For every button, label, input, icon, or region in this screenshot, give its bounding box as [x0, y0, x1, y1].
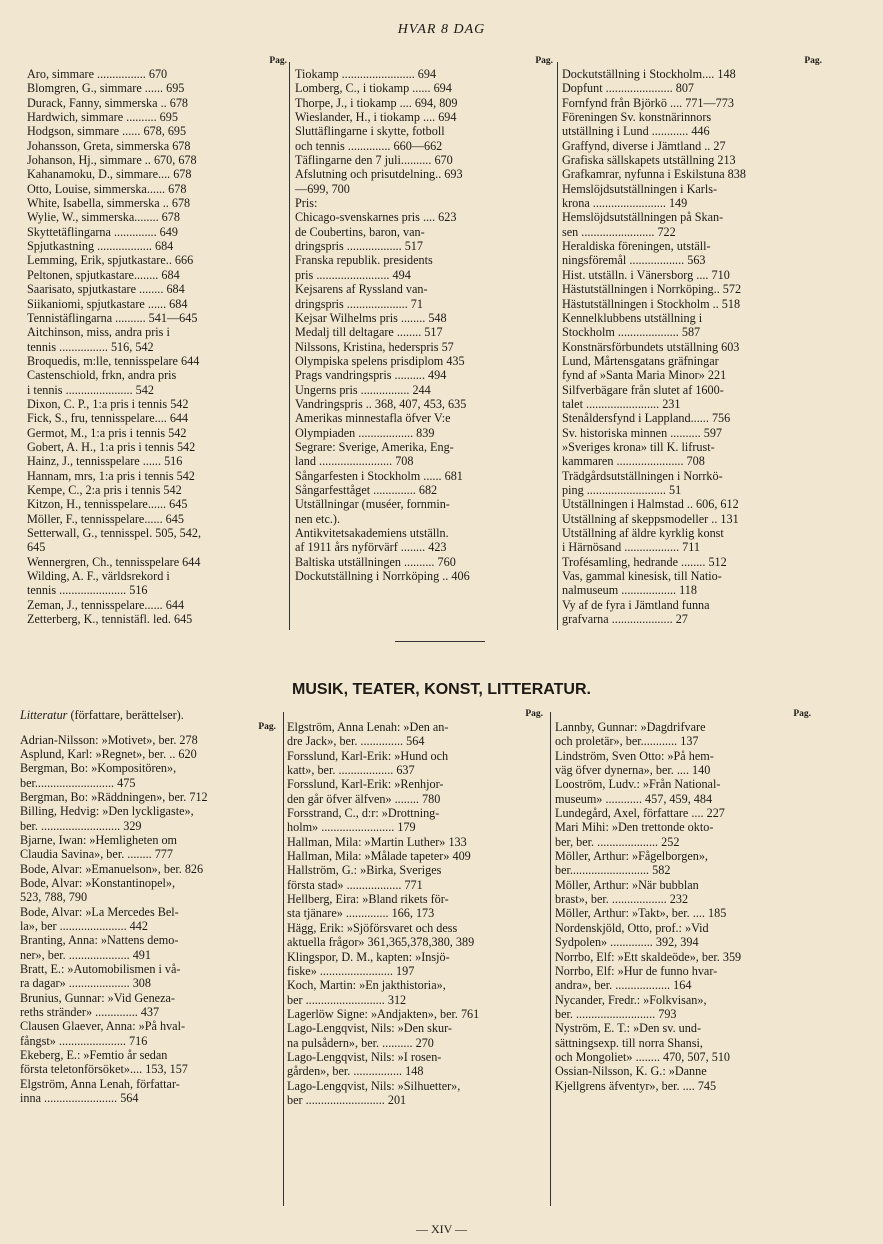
index-entry: Pris: [295, 196, 318, 211]
section-divider [395, 641, 485, 642]
column-divider [289, 62, 290, 630]
index-entry: ra dagar» .................... 308 [20, 976, 151, 991]
index-entry: kammaren ...................... 708 [562, 454, 705, 469]
index-entry: Zetterberg, K., tennistäfl. led. 645 [27, 612, 193, 627]
index-entry: Olympiaden .................. 839 [295, 425, 435, 440]
index-entry: Vandringspris .. 368, 407, 453, 635 [295, 396, 467, 411]
index-entry: Trofésamling, hedrande ........ 512 [562, 554, 727, 569]
index-entry: Bergman, Bo: »Räddningen», ber. 712 [20, 789, 208, 804]
index-entry: Billing, Hedvig: »Den lyckligaste», [20, 804, 194, 819]
index-entry: Lomberg, C., i tiokamp ...... 694 [295, 81, 452, 96]
index-entry: Trädgårdsutställningen i Norrkö- [562, 468, 723, 483]
index-entry: Durack, Fanny, simmerska .. 678 [27, 95, 189, 110]
index-entry: sättningsexp. till norra Shansi, [555, 1035, 703, 1050]
index-entry: ber, ber. .................... 252 [555, 834, 680, 849]
index-entry: Sångarfesttåget .............. 682 [295, 482, 438, 497]
index-entry: Sydpolen» .............. 392, 394 [555, 935, 699, 950]
index-entry: Broquedis, m:lle, tennisspelare 644 [27, 353, 200, 368]
index-entry: ber.......................... 475 [20, 775, 136, 790]
index-entry: Ungerns pris ................ 244 [295, 382, 431, 397]
index-entry: Hästutställningen i Norrköping.. 572 [562, 282, 742, 297]
index-entry: Möller, Arthur: »När bubblan [555, 877, 699, 892]
index-entry: Wieslander, H., i tiokamp .... 694 [295, 110, 457, 125]
index-entry: Koch, Martin: »En jakthistoria», [287, 978, 446, 993]
index-entry: Antikvitetsakademiens utställn. [295, 526, 449, 540]
index-entry: Bjarne, Iwan: »Hemligheten om [20, 832, 178, 847]
index-entry: Zeman, J., tennisspelare...... 644 [27, 597, 185, 612]
index-entry: Lagerlöw Signe: »Andjakten», ber. 761 [287, 1006, 480, 1021]
index-entry: ningsföremål .................. 563 [562, 253, 706, 268]
index-entry: Dixon, C. P., 1:a pris i tennis 542 [27, 396, 189, 411]
index-entry: na pulsådern», ber. .......... 270 [287, 1035, 434, 1050]
index-entry: White, Isabella, simmerska .. 678 [27, 196, 191, 211]
entry-list [20, 733, 278, 1106]
index-entry: Siikaniomi, spjutkastare ...... 684 [27, 296, 188, 311]
index-entry: Elgström, Anna Lenah: »Den an- [287, 720, 449, 734]
index-entry: Wylie, W., simmerska........ 678 [27, 210, 180, 225]
index-entry: Fick, S., fru, tennisspelare.... 644 [27, 411, 189, 426]
index-entry: Hemslöjdsutställningen i Karls- [562, 181, 718, 196]
column-divider [283, 712, 284, 1206]
index-entry: Bode, Alvar: »La Mercedes Bel- [20, 904, 179, 919]
index-entry: Saarisato, spjutkastare ........ 684 [27, 282, 185, 297]
index-entry: Brunius, Gunnar: »Vid Geneza- [20, 990, 175, 1005]
index-entry: Baltiska utställningen .......... 760 [295, 554, 456, 569]
index-entry: andra», ber. .................. 164 [555, 978, 692, 993]
index-entry: Bode, Alvar: »Konstantinopel», [20, 875, 176, 890]
index-entry: Bergman, Bo: »Kompositören», [20, 761, 177, 776]
index-entry: första stad» .................. 771 [287, 877, 423, 892]
index-entry: Elgström, Anna Lenah, författar- [20, 1076, 180, 1091]
index-entry: Sluttäflingarne i skytte, fotboll [295, 124, 445, 139]
index-entry: Lago-Lengqvist, Nils: »I rosen- [287, 1049, 442, 1064]
index-entry: Lundegård, Axel, författare .... 227 [555, 806, 725, 821]
page-number: — XIV — [415, 1222, 468, 1236]
index-entry: Hardwich, simmare .......... 695 [27, 110, 178, 125]
index-entry: Gobert, A. H., 1:a pris i tennis 542 [27, 439, 196, 454]
index-entry: Hist. utställn. i Vänersborg .... 710 [562, 267, 730, 282]
index-entry: dringspris .................. 517 [295, 239, 423, 254]
index-entry: ner», ber. .................... 491 [20, 947, 151, 962]
index-entry: gården», ber. ................ 148 [287, 1064, 424, 1079]
index-entry: och proletär», ber............ 137 [555, 734, 699, 749]
index-entry: museum» ............ 457, 459, 484 [555, 791, 713, 806]
index-entry: de Coubertins, baron, van- [295, 224, 425, 239]
index-entry: första teletonförsöket».... 153, 157 [20, 1062, 188, 1077]
index-entry: Konstnärsförbundets utställning 603 [562, 339, 740, 354]
index-entry: den går öfver älfven» ........ 780 [287, 791, 441, 806]
index-entry: Ekeberg, E.: »Femtio år sedan [20, 1048, 168, 1063]
pag-label: Pag. [793, 709, 811, 719]
pag-label: Pag. [258, 721, 276, 732]
index-entry: i Härnösand .................. 711 [562, 540, 700, 555]
index-entry: Dopfunt ...................... 807 [562, 81, 695, 96]
index-entry: Lemming, Erik, spjutkastare.. 666 [27, 253, 194, 268]
index-entry: fångst» ...................... 716 [20, 1033, 148, 1048]
index-entry: Lindström, Sven Otto: »På hem- [555, 748, 714, 763]
index-entry: väg öfver dynerna», ber. .... 140 [555, 763, 711, 778]
index-entry: ber. .......................... 793 [555, 1006, 677, 1021]
index-entry: Klingspor, D. M., kapten: »Insjö- [287, 949, 450, 964]
index-entry: Heraldiska föreningen, utställ- [562, 239, 711, 254]
index-entry: tennis ................ 516, 542 [27, 339, 154, 354]
index-entry: Vas, gammal kinesisk, till Natio- [562, 569, 722, 584]
entry-list [555, 720, 813, 1093]
index-entry: i tennis ...................... 542 [27, 382, 154, 397]
index-entry: dringspris .................... 71 [295, 296, 423, 311]
index-entry: Castenschiold, frkn, andra pris [27, 368, 177, 383]
index-entry: Kennelklubbens utställning i [562, 310, 703, 325]
index-entry: Ossian-Nilsson, K. G.: »Danne [555, 1064, 707, 1079]
index-entry: Segrare: Sverige, Amerika, Eng- [295, 439, 454, 454]
index-entry: Hemslöjdsutställningen på Skan- [562, 210, 724, 225]
index-entry: Peltonen, spjutkastare........ 684 [27, 267, 180, 282]
index-entry: Otto, Louise, simmerska...... 678 [27, 181, 187, 196]
index-entry: Silfverbägare från slutet af 1600- [562, 382, 724, 397]
index-entry: Kahanamoku, D., simmare.... 678 [27, 167, 192, 182]
index-entry: »Sveriges krona» till K. lifrust- [562, 439, 715, 454]
index-entry: Nilssons, Kristina, hederspris 57 [295, 339, 454, 354]
index-entry: sen ........................ 722 [562, 224, 676, 239]
index-entry: Vy af de fyra i Jämtland funna [562, 597, 710, 612]
index-entry: tennis ...................... 516 [27, 583, 148, 598]
index-entry: Föreningen Sv. konstnärinnors [562, 110, 712, 125]
index-entry: Setterwall, G., tennisspel. 505, 542, [27, 526, 201, 540]
index-entry: Forsslund, Karl-Erik: »Renhjor- [287, 777, 444, 792]
index-entry: land ........................ 708 [295, 454, 414, 469]
entry-list [287, 720, 545, 1107]
index-entry: Afslutning och prisutdelning.. 693 [295, 167, 463, 182]
index-entry: Aitchinson, miss, andra pris i [27, 325, 170, 340]
index-entry: Hodgson, simmare ...... 678, 695 [27, 124, 187, 139]
index-entry: och Mongoliet» ........ 470, 507, 510 [555, 1049, 731, 1064]
index-entry: Utställning af skeppsmodeller .. 131 [562, 511, 739, 526]
index-entry: Hägg, Erik: »Sjöförsvaret och dess [287, 920, 458, 935]
index-entry: Kempe, C., 2:a pris i tennis 542 [27, 482, 182, 497]
entry-list [27, 67, 289, 626]
index-entry: och tennis .............. 660—662 [295, 138, 443, 153]
index-entry: krona ........................ 149 [562, 196, 688, 211]
top-column-1 [27, 55, 289, 626]
literature-heading-rest: (författare, berättelser). [70, 708, 184, 722]
index-entry: Olympiska spelens prisdiplom 435 [295, 353, 465, 368]
index-entry: Forsstrand, C., d:r: »Drottning- [287, 806, 440, 821]
index-entry: Nyström, E. T.: »Den sv. und- [555, 1021, 702, 1036]
index-entry: Looström, Ludv.: »Från National- [555, 777, 721, 792]
page-header: HVAR 8 DAG [397, 22, 486, 37]
index-entry: Utställning af äldre kyrklig konst [562, 526, 724, 540]
pag-label: Pag. [804, 56, 822, 66]
bottom-column-3 [555, 708, 813, 1093]
index-entry: Stockholm .................... 587 [562, 325, 701, 340]
index-entry: Tiokamp ........................ 694 [295, 67, 437, 81]
index-entry: Germot, M., 1:a pris i tennis 542 [27, 425, 187, 440]
index-entry: sta tjänare» .............. 166, 173 [287, 906, 435, 921]
index-entry: Grafiska sällskapets utställning 213 [562, 153, 736, 168]
entry-list [295, 67, 555, 583]
index-entry: Kitzon, H., tennisspelare...... 645 [27, 497, 188, 512]
index-entry: Hallman, Mila: »Martin Luther» 133 [287, 834, 467, 849]
index-entry: grafvarna .................... 27 [562, 612, 688, 627]
index-entry: Hannam, mrs, 1:a pris i tennis 542 [27, 468, 195, 483]
index-entry: Bratt, E.: »Automobilismen i vå- [20, 962, 181, 976]
index-entry: Kejsarens af Ryssland van- [295, 282, 428, 297]
index-entry: Branting, Anna: »Nattens demo- [20, 933, 179, 948]
index-entry: Thorpe, J., i tiokamp .... 694, 809 [295, 95, 458, 110]
index-entry: 523, 788, 790 [20, 890, 88, 905]
index-entry: Tennistäflingarna .......... 541—645 [27, 310, 198, 325]
index-entry: Dockutställning i Norrköping .. 406 [295, 569, 470, 584]
index-entry: Johanson, Hj., simmare .. 670, 678 [27, 153, 197, 168]
index-entry: Medalj till deltagare ........ 517 [295, 325, 443, 340]
index-entry: Utställningen i Halmstad .. 606, 612 [562, 497, 739, 512]
index-entry: fiske» ........................ 197 [287, 963, 415, 978]
index-entry: nalmuseum .................. 118 [562, 583, 697, 598]
index-entry: Graffynd, diverse i Jämtland .. 27 [562, 138, 726, 153]
index-entry: reths stränder» .............. 437 [20, 1005, 160, 1020]
index-entry: Hainz, J., tennisspelare ...... 516 [27, 454, 183, 469]
index-entry: Skyttetäflingarna .............. 649 [27, 224, 178, 239]
pag-label: Pag. [525, 709, 543, 719]
index-entry: Adrian-Nilsson: »Motivet», ber. 278 [20, 732, 198, 747]
index-entry: Möller, Arthur: »Fågelborgen», [555, 849, 708, 864]
index-entry: talet ........................ 231 [562, 396, 681, 411]
index-entry: holm» ........................ 179 [287, 820, 416, 835]
index-entry: Clausen Glaever, Anna: »På hval- [20, 1019, 186, 1034]
index-entry: dre Jack», ber. .............. 564 [287, 734, 425, 749]
index-entry: ber .......................... 312 [287, 992, 407, 1007]
bottom-column-1 [20, 708, 278, 1105]
column-divider [557, 62, 558, 630]
index-entry: katt», ber. .................. 637 [287, 763, 415, 778]
index-entry: Aro, simmare ................ 670 [27, 67, 168, 81]
index-entry: Fornfynd från Björkö .... 771—773 [562, 95, 734, 110]
index-entry: Hellberg, Eira: »Bland rikets för- [287, 892, 449, 907]
index-entry: Lago-Lengqvist, Nils: »Silhuetter», [287, 1078, 461, 1093]
index-entry: Norrbo, Elf: »Hur de funno hvar- [555, 963, 718, 978]
index-entry: Lannby, Gunnar: »Dagdrifvare [555, 720, 706, 734]
column-divider [550, 712, 551, 1206]
index-entry: ping .......................... 51 [562, 482, 682, 497]
index-entry: Hallström, G.: »Birka, Sveriges [287, 863, 442, 878]
index-entry: Wennergren, Ch., tennisspelare 644 [27, 554, 201, 569]
index-entry: Mari Mihi: »Den trettonde okto- [555, 820, 714, 835]
index-entry: Nordenskjöld, Otto, prof.: »Vid [555, 920, 709, 935]
index-entry: Nycander, Fredr.: »Folkvisan», [555, 992, 707, 1007]
pag-label: Pag. [269, 56, 287, 66]
index-entry: Chicago-svenskarnes pris .... 623 [295, 210, 457, 225]
index-entry: utställning i Lund ............ 446 [562, 124, 710, 139]
index-entry: ber. .......................... 329 [20, 818, 142, 833]
index-entry: ber.......................... 582 [555, 863, 671, 878]
index-entry: nen etc.). [295, 511, 341, 526]
index-entry: Claudia Savina», ber. ........ 777 [20, 847, 173, 862]
index-entry: Sv. historiska minnen .......... 597 [562, 425, 723, 440]
index-entry: Forsslund, Karl-Erik: »Hund och [287, 748, 449, 763]
index-entry: af 1911 års nyförvärf ........ 423 [295, 540, 447, 555]
pag-label: Pag. [535, 56, 553, 66]
index-entry: Kejsar Wilhelms pris ........ 548 [295, 310, 447, 325]
index-entry: Wilding, A. F., världsrekord i [27, 569, 170, 584]
index-entry: aktuella frågor» 361,365,378,380, 389 [287, 935, 475, 950]
index-entry: ber .......................... 201 [287, 1092, 407, 1107]
index-entry: Sångarfesten i Stockholm ...... 681 [295, 468, 463, 483]
index-entry: Möller, F., tennisspelare...... 645 [27, 511, 184, 526]
literature-heading-title: Litteratur [20, 708, 68, 722]
index-entry: Lund, Mårtensgatans gräfningar [562, 353, 719, 368]
index-entry: Amerikas minnestafla öfver V:e [295, 411, 451, 426]
bottom-column-2 [287, 708, 545, 1107]
index-entry: brast», ber. .................. 232 [555, 892, 689, 907]
top-column-3 [562, 55, 824, 626]
index-entry: Hallman, Mila: »Målade tapeter» 409 [287, 849, 471, 864]
index-entry: Utställningar (muséer, fornmin- [295, 497, 450, 512]
index-entry: Möller, Arthur: »Takt», ber. .... 185 [555, 906, 727, 921]
index-entry: Dockutställning i Stockholm.... 148 [562, 67, 736, 81]
index-entry: Bode, Alvar: »Emanuelson», ber. 826 [20, 861, 204, 876]
index-entry: fynd af »Santa Maria Minor» 221 [562, 368, 727, 383]
index-entry: Norrbo, Elf: »Ett skaldeöde», ber. 359 [555, 949, 742, 964]
index-entry: Johansson, Greta, simmerska 678 [27, 138, 191, 153]
index-entry: Stenåldersfynd i Lappland...... 756 [562, 411, 731, 426]
index-entry: Lago-Lengqvist, Nils: »Den skur- [287, 1021, 452, 1036]
entry-list [562, 67, 824, 626]
index-entry: Prags vandringspris .......... 494 [295, 368, 447, 383]
index-entry: Grafkamrar, nyfunna i Eskilstuna 838 [562, 167, 746, 182]
index-entry: Kjellgrens äfventyr», ber. .... 745 [555, 1078, 717, 1093]
index-entry: Asplund, Karl: »Regnet», ber. .. 620 [20, 746, 197, 761]
index-entry: Täflingarne den 7 juli.......... 670 [295, 153, 453, 168]
index-entry: Franska republik. presidents [295, 253, 433, 268]
index-entry: 645 [27, 540, 46, 555]
index-entry: pris ........................ 494 [295, 267, 411, 282]
index-entry: inna ........................ 564 [20, 1091, 139, 1106]
index-entry: Hästutställningen i Stockholm .. 518 [562, 296, 741, 311]
index-entry: la», ber ...................... 442 [20, 918, 148, 933]
index-entry: —699, 700 [295, 181, 350, 196]
top-column-2 [295, 55, 555, 583]
index-entry: Blomgren, G., simmare ...... 695 [27, 81, 185, 96]
section-title: MUSIK, TEATER, KONST, LITTERATUR. [292, 681, 591, 698]
index-entry: Spjutkastning .................. 684 [27, 239, 174, 254]
